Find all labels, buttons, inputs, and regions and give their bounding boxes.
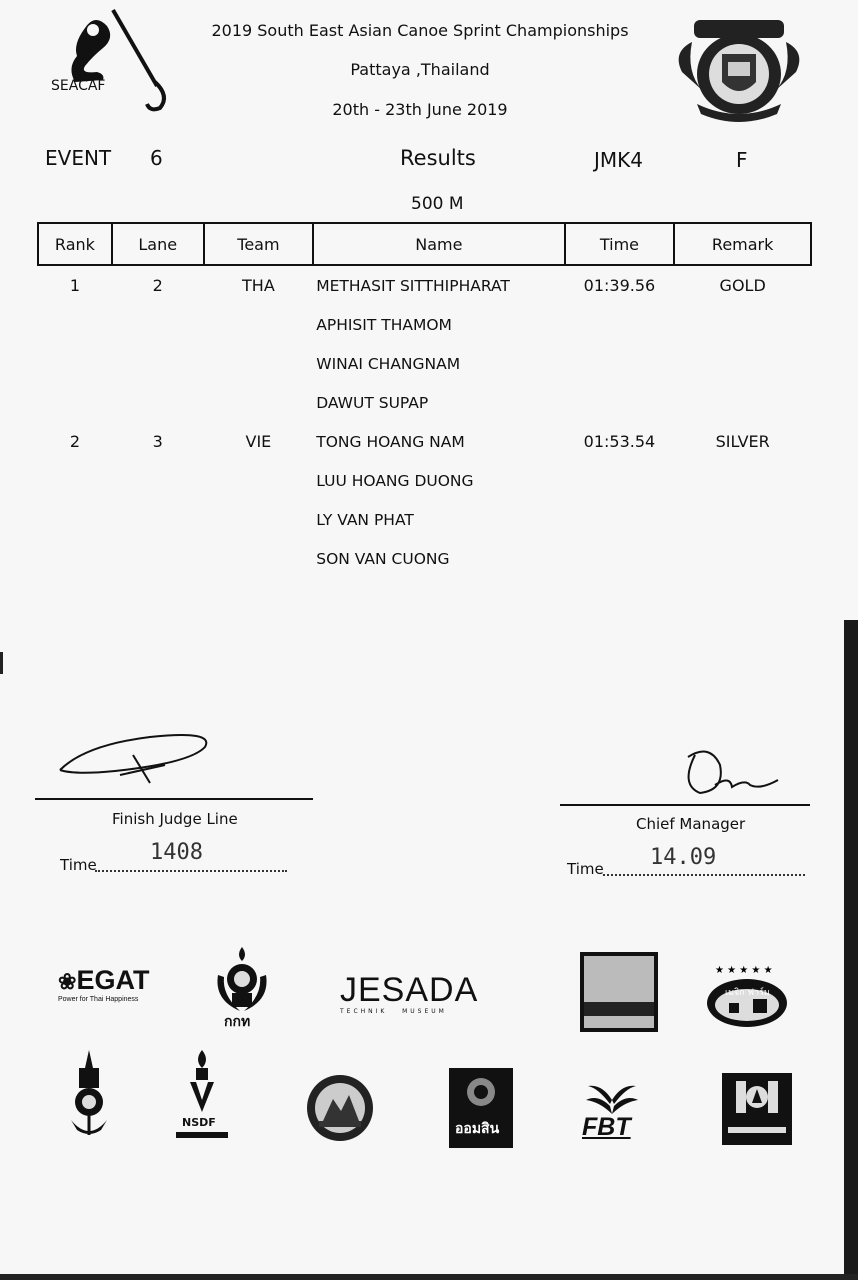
time-cell: 01:53.54 bbox=[583, 432, 656, 451]
table-row bbox=[38, 500, 811, 539]
agricultural-bank-logo bbox=[722, 1073, 792, 1145]
association-crest-logo bbox=[672, 12, 806, 122]
jesada-logo-text: JESADA bbox=[340, 971, 479, 1009]
nsdf-logo-text: NSDF bbox=[182, 1116, 216, 1129]
lane-cell: 3 bbox=[152, 432, 163, 451]
event-dates: 20th - 23th June 2019 bbox=[332, 100, 508, 119]
magic-farm-logo bbox=[705, 963, 790, 1038]
event-label: EVENT bbox=[45, 146, 112, 170]
finish-judge-time-dots bbox=[95, 870, 287, 872]
egat-tagline: Power for Thai Happiness bbox=[58, 996, 139, 1003]
table-row bbox=[38, 422, 811, 461]
results-table bbox=[37, 222, 812, 578]
athlete-name: METHASIT SITTHIPHARAT bbox=[316, 276, 510, 295]
egat-logo-text: EGAT bbox=[76, 965, 150, 995]
column-header-team: Team bbox=[204, 223, 314, 265]
egat-logo bbox=[58, 966, 158, 1016]
event-category: JMK4 bbox=[594, 148, 643, 172]
fbt-logo bbox=[580, 1082, 645, 1144]
column-header-rank: Rank bbox=[38, 223, 112, 265]
event-location: Pattaya ,Thailand bbox=[350, 60, 490, 79]
finish-judge-time-value: 1408 bbox=[150, 840, 203, 865]
column-header-remark: Remark bbox=[674, 223, 811, 265]
table-row bbox=[38, 383, 811, 422]
athlete-name: TONG HOANG NAM bbox=[316, 432, 465, 451]
gsb-logo-text: ออมสิน bbox=[455, 1121, 500, 1137]
results-table-header bbox=[38, 223, 811, 265]
table-row bbox=[38, 344, 811, 383]
university-seal-logo bbox=[305, 1073, 375, 1143]
lane-cell: 2 bbox=[152, 276, 163, 295]
column-header-name: Name bbox=[313, 223, 564, 265]
athlete-name: LUU HOANG DUONG bbox=[316, 471, 474, 490]
finish-judge-signature-line bbox=[35, 798, 313, 800]
chief-manager-time-label: Time bbox=[567, 860, 604, 878]
finish-judge-signature bbox=[55, 725, 220, 785]
egat-emblem-icon: ❀ bbox=[58, 969, 77, 994]
championship-title: 2019 South East Asian Canoe Sprint Championships bbox=[211, 21, 629, 40]
remark-cell: GOLD bbox=[719, 276, 766, 295]
kkt-sports-authority-logo bbox=[210, 945, 275, 1030]
fbt-logo-text: FBT bbox=[582, 1113, 631, 1141]
chief-manager-role: Chief Manager bbox=[636, 815, 746, 833]
seacaf-logo bbox=[45, 8, 175, 113]
table-row bbox=[38, 305, 811, 344]
scan-mark bbox=[0, 652, 3, 674]
event-round: F bbox=[736, 148, 748, 172]
time-cell: 01:39.56 bbox=[583, 276, 656, 295]
gsb-bank-logo bbox=[449, 1068, 513, 1148]
kkt-logo-text: กกท bbox=[224, 1014, 251, 1030]
rank-cell: 2 bbox=[69, 432, 81, 451]
event-number: 6 bbox=[150, 146, 163, 170]
team-cell: THA bbox=[242, 276, 275, 295]
chief-manager-time-dots bbox=[603, 874, 805, 876]
table-row bbox=[38, 539, 811, 578]
page-edge-shadow bbox=[844, 620, 858, 1280]
athlete-name: DAWUT SUPAP bbox=[316, 393, 429, 412]
column-header-time: Time bbox=[565, 223, 675, 265]
chief-manager-signature-line bbox=[560, 804, 810, 806]
rank-cell: 1 bbox=[69, 276, 81, 295]
magic-farm-logo-text: เมจิก ฟาร์ม bbox=[725, 988, 770, 998]
athlete-name: SON VAN CUONG bbox=[316, 549, 450, 568]
nsdf-logo bbox=[170, 1050, 235, 1150]
athlete-name: LY VAN PHAT bbox=[316, 510, 414, 529]
table-row bbox=[38, 265, 811, 305]
thai-book-sponsor-logo bbox=[580, 952, 658, 1032]
canoeist-icon bbox=[45, 8, 175, 113]
column-header-lane: Lane bbox=[112, 223, 204, 265]
chief-manager-time-value: 14.09 bbox=[650, 845, 717, 870]
event-distance: 500 M bbox=[411, 194, 464, 214]
team-cell: VIE bbox=[245, 432, 272, 451]
jesada-technik-museum-logo bbox=[340, 972, 480, 1020]
jesada-logo-subtext: TECHNIK MUSEUM bbox=[340, 1008, 447, 1015]
athlete-name: APHISIT THAMOM bbox=[316, 315, 452, 334]
chief-manager-signature bbox=[660, 735, 785, 800]
remark-cell: SILVER bbox=[715, 432, 770, 451]
finish-judge-role: Finish Judge Line bbox=[112, 810, 238, 828]
finish-judge-time-label: Time bbox=[60, 856, 97, 874]
svg-text:★ ★ ★ ★ ★: ★ ★ ★ ★ ★ bbox=[715, 965, 773, 976]
athlete-name: WINAI CHANGNAM bbox=[316, 354, 461, 373]
seacaf-logo-text: SEACAF bbox=[51, 78, 106, 94]
page-bottom-shadow bbox=[0, 1274, 858, 1280]
table-row bbox=[38, 461, 811, 500]
royal-navy-emblem-logo bbox=[67, 1050, 112, 1138]
results-label: Results bbox=[400, 146, 476, 170]
